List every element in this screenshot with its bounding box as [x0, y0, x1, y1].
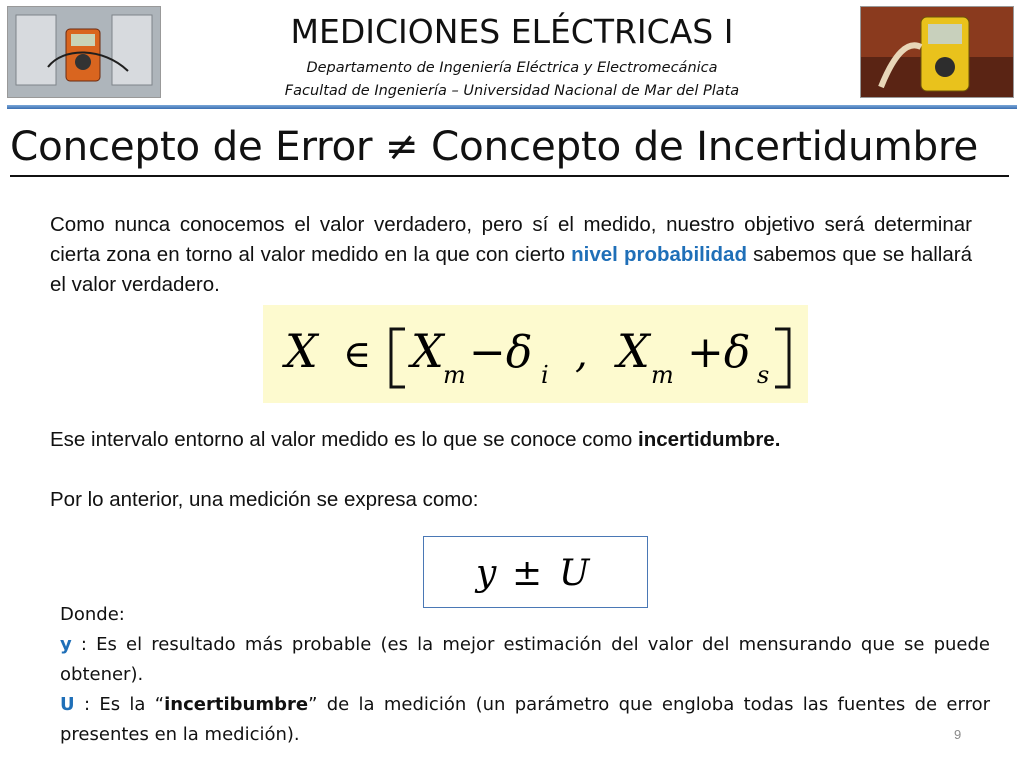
page-number: 9	[954, 727, 962, 742]
interval-text: Ese intervalo entorno al valor medido es lo que se conoce como	[50, 428, 639, 451]
header-right-photo	[860, 6, 1014, 98]
upper-op: +δ	[687, 327, 751, 378]
header-divider	[7, 105, 1017, 109]
interval-term: incertidumbre.	[638, 428, 781, 451]
result-lhs: y	[476, 553, 497, 594]
formula-separator: ,	[575, 331, 588, 377]
result-formula	[423, 536, 648, 608]
left-bracket	[391, 329, 405, 387]
lower-base: X	[411, 324, 444, 378]
intro-highlight: nivel probabilidad	[571, 243, 747, 266]
upper-base: X	[617, 324, 650, 378]
definitions-label: Donde:	[60, 604, 125, 625]
lower-sub: m	[443, 361, 466, 389]
upper-sub: m	[651, 361, 674, 389]
interval-formula	[263, 305, 808, 403]
result-rhs: U	[559, 553, 590, 594]
formula-lhs: X	[285, 324, 318, 378]
intro-paragraph	[50, 210, 972, 300]
formula-relation: ∈	[343, 332, 372, 376]
definitions-block	[60, 600, 990, 750]
definition-y-var: y	[60, 634, 72, 655]
expression-intro: Por lo anterior, una medición se expresa como:	[50, 488, 479, 511]
definition-y	[60, 630, 990, 690]
interval-paragraph	[50, 425, 972, 455]
course-title: MEDICIONES ELÉCTRICAS I	[290, 12, 734, 51]
intro-text-part1: Como nunca conocemos el valor verdadero, pero sí el medido, nuestro objetivo será determinar cierta zona en torno al valor medido en la que con cierto	[50, 213, 972, 266]
definition-u-var: U	[60, 694, 75, 715]
department-name: Departamento de Ingeniería Eléctrica y Electromecánica	[306, 60, 718, 76]
result-op: ±	[512, 553, 543, 594]
upper-delta-sub: s	[757, 361, 770, 389]
multimeter-reading-illustration	[861, 7, 1013, 97]
definition-u-desc-2: ” de la medición (un parámetro que engloba todas las fuentes de error presentes en la medición).	[60, 694, 990, 745]
right-bracket	[775, 329, 789, 387]
intro-text-part2: sabemos que se hallará el valor verdadero.	[50, 243, 972, 296]
definition-u-desc-1: : Es la “	[74, 694, 165, 715]
title-underline	[10, 175, 1009, 177]
definition-y-desc: : Es el resultado más probable (es la mejor estimación del valor del mensurando que se puede obtener).	[60, 634, 990, 685]
lower-delta-sub: i	[541, 361, 549, 389]
faculty-name: Facultad de Ingeniería – Universidad Nacional de Mar del Plata	[284, 83, 740, 99]
definition-u	[60, 690, 990, 750]
definition-u-term: incertibumbre	[164, 694, 309, 715]
slide-title: Concepto de Error ≠ Concepto de Incertidumbre	[10, 122, 978, 170]
lower-op: −δ	[469, 327, 533, 378]
